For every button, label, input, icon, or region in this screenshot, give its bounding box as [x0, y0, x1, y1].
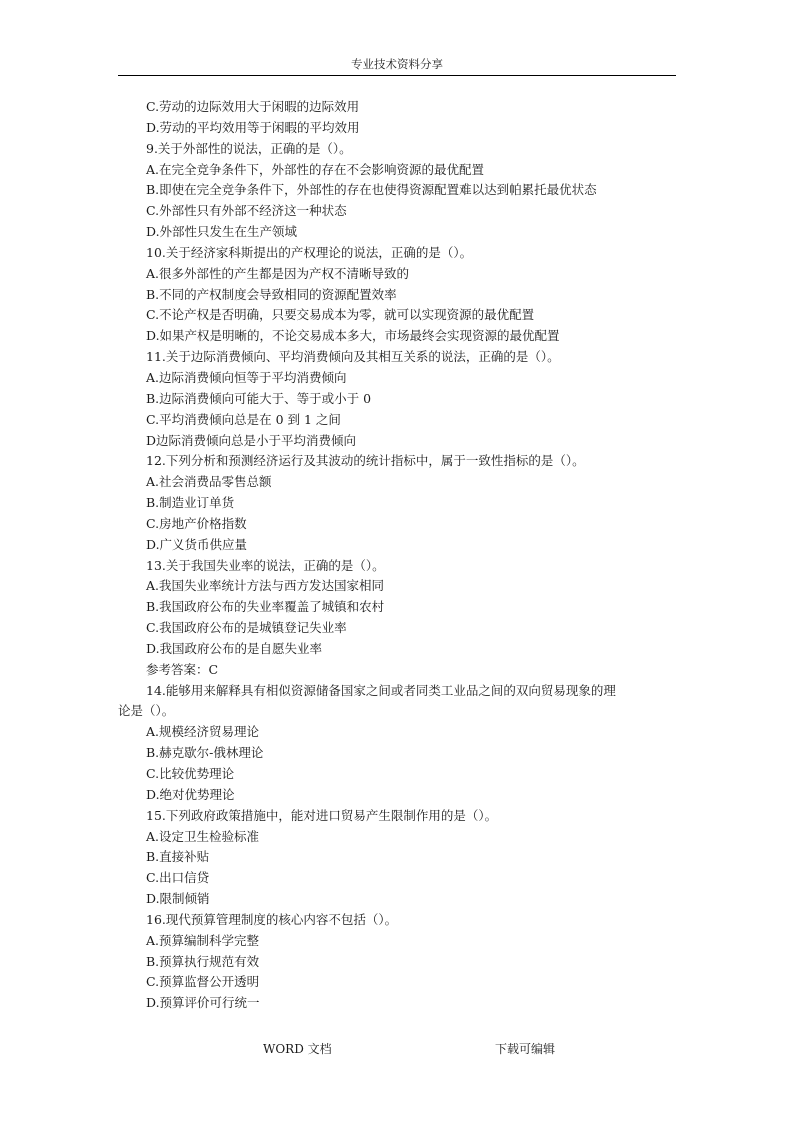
option-line: D.我国政府公布的是自愿失业率	[146, 640, 323, 656]
question-line: 12.下列分析和预测经济运行及其波动的统计指标中，属于一致性指标的是（）。	[146, 453, 585, 469]
option-line: B.我国政府公布的失业率覆盖了城镇和农村	[146, 599, 385, 615]
option-line: D.如果产权是明晰的，不论交易成本多大，市场最终会实现资源的最优配置	[146, 328, 560, 344]
option-line: A.在完全竞争条件下，外部性的存在不会影响资源的最优配置	[146, 161, 485, 177]
header-title: 专业技术资料分享	[351, 57, 443, 71]
option-line: C.外部性只有外部不经济这一种状态	[146, 203, 347, 219]
option-line: D.广义货币供应量	[146, 536, 248, 552]
option-line: A.很多外部性的产生都是因为产权不清晰导致的	[146, 265, 410, 281]
option-line: C.房地产价格指数	[146, 515, 247, 531]
option-line: D.绝对优势理论	[146, 786, 235, 802]
option-line: A.边际消费倾向恒等于平均消费倾向	[146, 369, 347, 385]
option-line: C.出口信贷	[146, 870, 210, 886]
option-line: C.预算监督公开透明	[146, 974, 260, 990]
option-line: A.预算编制科学完整	[146, 932, 260, 948]
option-line: B.边际消费倾向可能大于、等于或小于 0	[146, 390, 372, 406]
footer-right-label: 下载可编辑	[495, 1042, 556, 1056]
page-header	[118, 56, 676, 76]
text-line: C.劳动的边际效用大于闲暇的边际效用	[146, 99, 360, 114]
option-line: C.比较优势理论	[146, 766, 235, 781]
option-line: A.设定卫生检验标准	[146, 828, 260, 844]
question-line: 15.下列政府政策措施中，能对进口贸易产生限制作用的是（）。	[146, 807, 498, 823]
question-line: 14.能够用来解释具有相似资源储备国家之间或者同类工业品之间的双向贸易现象的理	[146, 682, 616, 698]
document-body	[118, 97, 678, 1014]
option-line: C.平均消费倾向总是在 0 到 1 之间	[146, 411, 341, 427]
option-line: D.预算评价可行统一	[146, 995, 260, 1011]
option-line: D.外部性只发生在生产领域	[146, 224, 298, 240]
option-line: B.赫克歇尔-俄林理论	[146, 745, 264, 761]
option-line: B.不同的产权制度会导致相同的资源配置效率	[146, 286, 397, 302]
option-line: A.社会消费品零售总额	[146, 474, 272, 490]
question-line-continued: 论是（）。	[118, 703, 175, 719]
text-line: D.劳动的平均效用等于闲暇的平均效用	[146, 119, 360, 135]
question-line: 10.关于经济家科斯提出的产权理论的说法，正确的是（）。	[146, 244, 473, 260]
question-line: 11.关于边际消费倾向、平均消费倾向及其相互关系的说法，正确的是（）。	[146, 349, 560, 365]
question-line: 16.现代预算管理制度的核心内容不包括（）。	[146, 911, 398, 927]
option-line: B.直接补贴	[146, 849, 210, 865]
footer-left-label: WORD 文档	[263, 1042, 332, 1056]
question-line: 13.关于我国失业率的说法，正确的是（）。	[146, 557, 385, 573]
question-line: 9.关于外部性的说法，正确的是（）。	[146, 140, 352, 156]
option-line: B.即使在完全竞争条件下，外部性的存在也使得资源配置难以达到帕累托最优状态	[146, 182, 597, 198]
option-line: D.限制倾销	[146, 891, 210, 907]
option-line: C.不论产权是否明确，只要交易成本为零，就可以实现资源的最优配置	[146, 307, 535, 323]
option-line: B.制造业订单货	[146, 495, 235, 511]
option-line: B.预算执行规范有效	[146, 953, 260, 969]
answer-line: 参考答案：C	[146, 661, 219, 677]
option-line: A.我国失业率统计方法与西方发达国家相同	[146, 578, 385, 594]
option-line: A.规模经济贸易理论	[146, 724, 260, 740]
option-line: D边际消费倾向总是小于平均消费倾向	[146, 432, 357, 448]
option-line: C.我国政府公布的是城镇登记失业率	[146, 620, 347, 636]
